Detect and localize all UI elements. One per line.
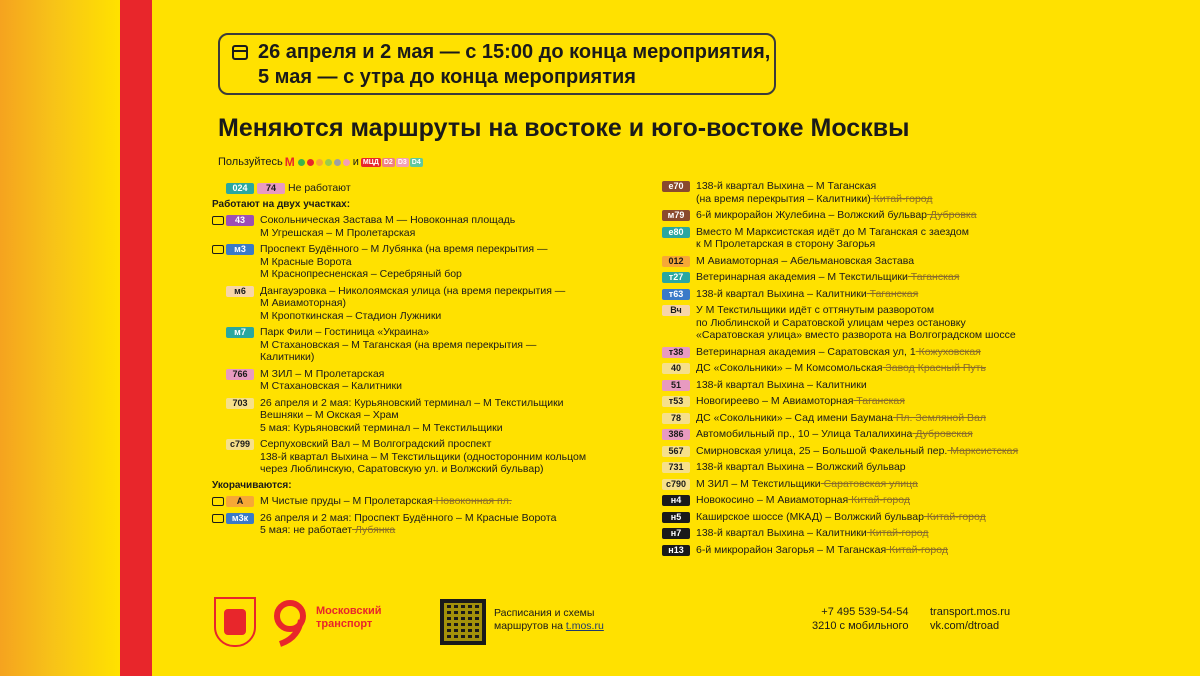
section-two-parts: Работают на двух участках: <box>212 198 351 210</box>
spacer <box>648 182 662 192</box>
cancelled-stop: Китай-город <box>870 192 933 205</box>
route-row <box>648 362 1048 375</box>
route-number-badge: н7 <box>662 528 690 539</box>
spacer <box>212 440 226 450</box>
route-line: Каширское шоссе (МКАД) – Волжский бульвар Китай-город <box>696 510 986 523</box>
route-number-badge: е70 <box>662 181 690 192</box>
section-shortened: Укорачиваются: <box>212 479 292 491</box>
left-gradient <box>0 0 118 676</box>
route-number-badge: 78 <box>662 413 690 424</box>
route-description <box>696 527 929 540</box>
route-line: (на время перекрытия – Калитники) Китай-город <box>696 192 933 205</box>
route-line: 5 мая: Курьяновский терминал – М Текстильщики <box>260 421 503 434</box>
route-number-badge: т38 <box>662 347 690 358</box>
route-description <box>696 461 906 474</box>
route-number-badge: н5 <box>662 512 690 523</box>
route-line: Калитники) <box>260 351 315 363</box>
route-number-badge: А <box>226 496 254 507</box>
route-line: М Краснопресненская – Серебряный бор <box>260 268 462 280</box>
brand-line-1: Московский <box>316 605 382 617</box>
route-line: М ЗИЛ – М Текстильщики Саратовская улица <box>696 477 918 490</box>
route-line: 138-й квартал Выхина – Волжский бульвар <box>696 461 906 473</box>
route-description <box>260 243 548 281</box>
route-number-badge: 703 <box>226 398 254 409</box>
cancelled-stop: Таганская <box>853 395 905 407</box>
not-working-row <box>212 182 612 195</box>
legend-line-dots <box>297 156 351 168</box>
route-row <box>212 397 612 435</box>
route-description <box>696 511 986 524</box>
route-row <box>648 478 1048 491</box>
mobile-number: 3210 с мобильного <box>812 620 909 632</box>
legend-mcd-tags <box>361 156 424 168</box>
route-line: Новогиреево – М Авиамоторная Таганская <box>696 395 905 407</box>
spacer <box>648 306 662 316</box>
route-number-badge: с790 <box>662 479 690 490</box>
route-description <box>696 494 910 507</box>
brand-name <box>316 605 382 631</box>
route-row <box>212 214 612 239</box>
cancelled-stop: Таганская <box>866 287 919 300</box>
qr-line-1: Расписания и схемы <box>494 607 595 619</box>
route-description <box>696 180 933 205</box>
red-stripe <box>120 0 152 676</box>
route-line: 138-й квартал Выхина – М Таганская <box>696 180 877 192</box>
legend-and: и <box>352 156 359 168</box>
route-line: Автомобильный пр., 10 – Улица Талалихина Дубровская <box>696 428 973 440</box>
cancelled-stop: Пл. Земляной Вал <box>892 411 986 424</box>
route-number-badge: 567 <box>662 446 690 457</box>
cancelled-stop: Китай-город <box>886 543 948 556</box>
route-line: М Стахановская – Калитники <box>260 380 403 392</box>
route-line: М Авиамоторная – Абельмановская Застава <box>696 254 915 267</box>
route-line: 6-й микрорайон Жулебина – Волжский бульвар Дубровка <box>696 209 977 221</box>
route-description <box>260 368 402 393</box>
route-number-badge: с799 <box>226 439 254 450</box>
route-row <box>212 512 612 537</box>
route-number-badge: 386 <box>662 429 690 440</box>
route-description <box>696 445 1018 458</box>
route-number-badge: 74 <box>257 183 285 194</box>
metro-line-dot <box>307 159 314 166</box>
spacer <box>212 328 226 338</box>
brand-line-2: транспорт <box>316 618 373 630</box>
route-row <box>648 544 1048 557</box>
route-description <box>696 288 918 301</box>
legend-prefix: Пользуйтесь <box>218 156 283 168</box>
spacer <box>648 397 662 407</box>
spacer <box>648 447 662 457</box>
route-line: М Угрешская – М Пролетарская <box>260 226 416 239</box>
route-line: М Авиамоторная) <box>260 297 346 309</box>
route-number-badge: м79 <box>662 210 690 221</box>
bus-icon <box>212 497 226 507</box>
bus-icon <box>212 245 226 255</box>
route-line: Сокольническая Застава М — Новоконная площадь <box>260 214 516 226</box>
route-number-badge: т27 <box>662 272 690 283</box>
route-line: 138-й квартал Выхина – Калитники Таганская <box>696 287 919 300</box>
spacer <box>212 370 226 380</box>
route-number-badge: е80 <box>662 227 690 238</box>
metro-line-dot <box>343 159 350 166</box>
route-line: 138-й квартал Выхина – М Текстильщики (односторонним кольцом <box>260 450 587 463</box>
route-line: Дангауэровка – Николоямская улица (на время перекрытия — <box>260 284 566 297</box>
route-number-badge: 40 <box>662 363 690 374</box>
cancelled-stop: Новоконная пл. <box>432 495 512 507</box>
route-description <box>696 412 986 425</box>
route-line: М ЗИЛ – М Пролетарская <box>260 367 385 380</box>
date-line-1: 26 апреля и 2 мая — с 15:00 до конца мероприятия, <box>258 41 771 63</box>
route-description <box>696 226 969 251</box>
route-description <box>696 362 986 375</box>
spacer <box>648 546 662 556</box>
cancelled-stop: Китай-город <box>923 510 986 523</box>
route-number-badge: м6 <box>226 286 254 297</box>
route-line: по Люблинской и Саратовской улицам через остановку <box>696 316 966 329</box>
route-line: М Кропоткинская – Стадион Лужники <box>260 309 442 322</box>
spacer <box>648 430 662 440</box>
route-row <box>648 180 1048 205</box>
mcd-tag: D4 <box>411 158 421 166</box>
vk-link[interactable]: vk.com/dtroad <box>930 620 1000 632</box>
cancelled-stop: Дубровка <box>927 209 977 221</box>
route-description <box>260 397 564 435</box>
route-row <box>648 304 1048 342</box>
not-working-label: Не работают <box>288 182 351 194</box>
route-description <box>696 379 867 392</box>
route-line: Парк Фили – Гостиница «Украина» <box>260 326 430 338</box>
route-row <box>648 226 1048 251</box>
cancelled-stop: Лубянка <box>352 524 396 536</box>
mcd-tag: D2 <box>383 158 393 166</box>
route-line: 6-й микрорайон Загорья – М Таганская Китай-город <box>696 543 948 556</box>
spacer <box>648 211 662 221</box>
metro-line-dot <box>298 159 305 166</box>
spacer <box>648 414 662 424</box>
mcd-tag: D3 <box>397 158 407 166</box>
spacer <box>648 529 662 539</box>
metro-line-dot <box>316 159 323 166</box>
route-description <box>696 478 918 491</box>
right-column <box>648 180 1048 560</box>
page-title: Меняются маршруты на востоке и юго-востоке Москвы <box>218 114 910 142</box>
route-row <box>212 285 612 323</box>
route-line: 26 апреля и 2 мая: Проспект Будённого – М Красные Ворота <box>260 511 557 524</box>
cancelled-stop: Марксистская <box>947 444 1019 457</box>
route-line: 26 апреля и 2 мая: Курьяновский терминал – М Текстильщики <box>260 396 564 409</box>
route-number-badge: т53 <box>662 396 690 407</box>
route-line: М Чистые пруды – М Пролетарская Новоконная пл. <box>260 495 512 507</box>
spacer <box>648 381 662 391</box>
route-description <box>260 512 556 537</box>
route-number-badge: т63 <box>662 289 690 300</box>
route-description <box>260 438 586 476</box>
spacer <box>648 273 662 283</box>
route-row <box>648 379 1048 392</box>
route-row <box>648 494 1048 507</box>
cancelled-stop: Саратовская улица <box>820 477 918 490</box>
route-row <box>648 461 1048 474</box>
route-line: Вешняки – М Окская – Храм <box>260 409 399 421</box>
qr-link[interactable]: t.mos.ru <box>565 620 604 632</box>
route-line: через Люблинскую, Саратовскую ул. и Волжский бульвар) <box>260 463 544 475</box>
route-number-badge: н4 <box>662 495 690 506</box>
route-line: Смирновская улица, 25 – Большой Факельный пер. Марксистская <box>696 444 1019 457</box>
phone-number[interactable]: +7 495 539-54-54 <box>821 606 909 618</box>
route-description <box>696 255 914 268</box>
route-row <box>648 428 1048 441</box>
spacer <box>648 513 662 523</box>
moscow-transport-logo-icon <box>268 598 312 648</box>
route-description <box>260 285 565 323</box>
route-description <box>260 214 515 239</box>
route-row <box>212 495 612 508</box>
bus-icon <box>212 216 226 226</box>
route-line: ДС «Сокольники» – М Комсомольская Завод Красный Путь <box>696 362 986 374</box>
route-number-badge: 012 <box>662 256 690 267</box>
cancelled-stop: Таганская <box>907 271 960 283</box>
route-line: У М Текстильщики идёт с оттянутым разворотом <box>696 304 935 316</box>
route-line: Серпуховский Вал – М Волгоградский проспект <box>260 438 492 450</box>
route-row <box>212 368 612 393</box>
route-number-badge: 43 <box>226 215 254 226</box>
spacer <box>648 480 662 490</box>
metro-line-dot <box>334 159 341 166</box>
route-line: М Стахановская – М Таганская (на время перекрытия — <box>260 338 537 351</box>
route-line: Ветеринарная академия – М Текстильщики Таганская <box>696 271 960 283</box>
route-description <box>696 271 959 284</box>
route-line: 5 мая: не работает Лубянка <box>260 524 396 536</box>
route-line: 138-й квартал Выхина – Калитники Китай-город <box>696 527 929 539</box>
spacer <box>648 463 662 473</box>
route-row <box>648 288 1048 301</box>
cancelled-stop: Кожуховская <box>915 345 981 358</box>
spacer <box>648 496 662 506</box>
route-number-badge: 766 <box>226 369 254 380</box>
metro-line-dot <box>325 159 332 166</box>
spacer <box>212 399 226 409</box>
cancelled-stop: Дубровская <box>912 428 973 440</box>
route-description <box>260 326 536 364</box>
cancelled-stop: Завод Красный Путь <box>882 362 986 374</box>
route-number-badge: м7 <box>226 327 254 338</box>
calendar-icon <box>232 45 248 60</box>
route-number-badge: Вч <box>662 305 690 316</box>
metro-icon: М <box>284 155 295 169</box>
qr-line-2: маршрутов на <box>494 620 563 632</box>
spacer <box>212 184 226 194</box>
spacer <box>648 348 662 358</box>
route-description <box>696 428 973 441</box>
spacer <box>648 364 662 374</box>
route-row <box>648 346 1048 359</box>
route-row <box>212 438 612 476</box>
spacer <box>648 228 662 238</box>
qr-caption <box>494 607 604 633</box>
route-description <box>696 395 905 408</box>
mcd-tag: МЦД <box>362 158 379 166</box>
route-line: Вместо М Марксистская идёт до М Таганская с заездом <box>696 225 969 238</box>
route-row <box>212 243 612 281</box>
route-row <box>648 412 1048 425</box>
route-description <box>696 346 981 359</box>
route-number-badge: м3к <box>226 513 254 524</box>
spacer <box>648 257 662 267</box>
route-description <box>696 544 948 557</box>
date-line-2: 5 мая — с утра до конца мероприятия <box>258 66 636 88</box>
route-line: Ветеринарная академия – Саратовская ул, 1 Кожуховская <box>696 345 981 358</box>
route-row <box>648 511 1048 524</box>
route-line: М Красные Ворота <box>260 255 352 268</box>
route-line: ДС «Сокольники» – Сад имени Баумана Пл. Земляной Вал <box>696 411 986 424</box>
qr-code-icon <box>440 599 486 645</box>
route-row <box>648 527 1048 540</box>
contacts-phone <box>812 605 908 633</box>
route-row <box>648 209 1048 222</box>
route-number-badge: м3 <box>226 244 254 255</box>
spacer <box>212 287 226 297</box>
route-row <box>648 255 1048 268</box>
route-description <box>696 304 1016 342</box>
route-description <box>260 495 512 508</box>
contacts-web <box>930 605 1010 633</box>
route-line: 138-й квартал Выхина – Калитники <box>696 378 867 391</box>
route-row <box>648 395 1048 408</box>
site-link[interactable]: transport.mos.ru <box>930 606 1011 618</box>
moscow-coat-of-arms-icon <box>214 597 256 647</box>
legend <box>218 155 424 169</box>
route-row <box>212 326 612 364</box>
route-row <box>648 271 1048 284</box>
route-number-badge: 731 <box>662 462 690 473</box>
route-row <box>648 445 1048 458</box>
route-number-badge: н13 <box>662 545 690 556</box>
bus-icon <box>212 514 226 524</box>
left-column <box>212 182 612 541</box>
spacer <box>648 290 662 300</box>
route-description <box>696 209 977 222</box>
cancelled-stop: Китай-город <box>848 494 910 506</box>
route-number-badge: 024 <box>226 183 254 194</box>
route-line: Новокосино – М Авиамоторная Китай-город <box>696 494 910 506</box>
date-notice <box>218 33 776 95</box>
route-line: Проспект Будённого – М Лубянка (на время перекрытия — <box>260 243 548 255</box>
route-line: «Саратовская улица» вместо разворота на Волгоградском шоссе <box>696 329 1016 341</box>
route-line: к М Пролетарская в сторону Загорья <box>696 238 876 250</box>
route-number-badge: 51 <box>662 380 690 391</box>
cancelled-stop: Китай-город <box>866 527 929 539</box>
